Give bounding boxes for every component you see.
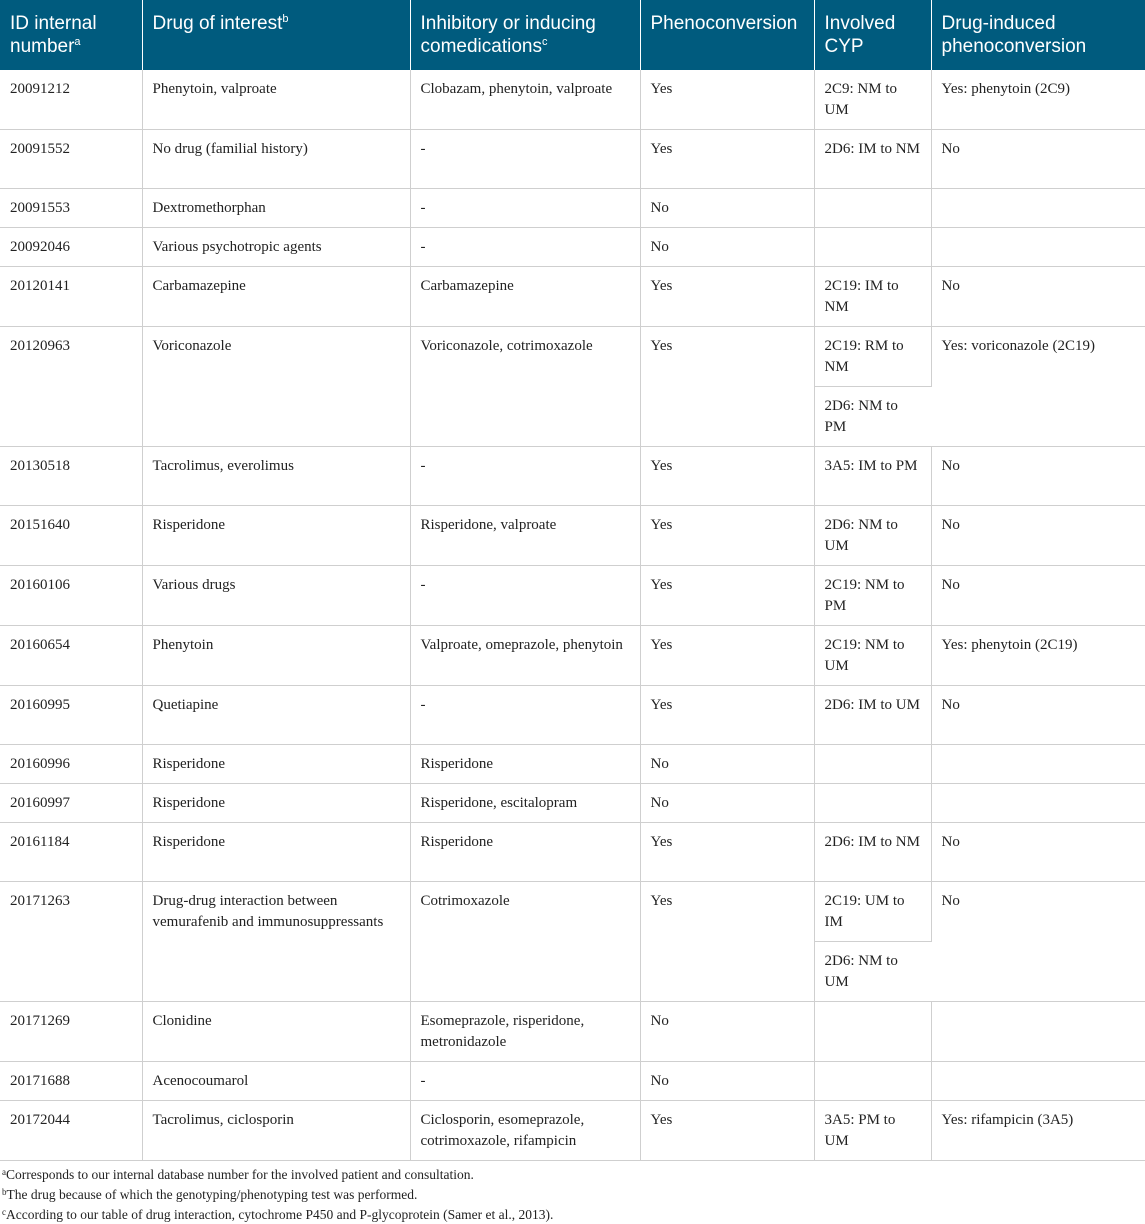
cell-comedications: - bbox=[410, 228, 640, 267]
header-comedications: Inhibitory or inducing comedications$^c$ bbox=[410, 0, 640, 70]
cell-comedications: Carbamazepine bbox=[410, 267, 640, 327]
cell-drug: Risperidone bbox=[142, 506, 410, 566]
footnote-text: Corresponds to our internal database number for the involved patient and consultation. bbox=[6, 1167, 474, 1182]
cell-comedications: - bbox=[410, 130, 640, 189]
cell-phenoconversion: Yes bbox=[640, 1101, 814, 1161]
cell-drug-induced: No bbox=[931, 130, 1145, 189]
cell-phenoconversion: Yes bbox=[640, 506, 814, 566]
cell-id: 20092046 bbox=[0, 228, 142, 267]
cell-phenoconversion: Yes bbox=[640, 327, 814, 447]
cell-drug-induced: No bbox=[931, 686, 1145, 745]
header-drug: Drug of interest$^b$ bbox=[142, 0, 410, 70]
cell-phenoconversion: Yes bbox=[640, 267, 814, 327]
table-row bbox=[0, 686, 1145, 745]
table-row bbox=[0, 447, 1145, 506]
table-body bbox=[0, 70, 1145, 1161]
cell-id: 20091552 bbox=[0, 130, 142, 189]
cell-id: 20160996 bbox=[0, 745, 142, 784]
cell-id: 20161184 bbox=[0, 823, 142, 882]
footnote-mark: c bbox=[2, 1207, 6, 1217]
cell-involved-cyp: 2C19: NM to PM bbox=[814, 566, 931, 626]
cell-drug: Carbamazepine bbox=[142, 267, 410, 327]
cell-involved-cyp bbox=[814, 1002, 931, 1062]
cell-phenoconversion: Yes bbox=[640, 823, 814, 882]
cell-involved-cyp: 2D6: NM to PM bbox=[814, 387, 931, 447]
table-row bbox=[0, 823, 1145, 882]
cell-involved-cyp: 2D6: IM to UM bbox=[814, 686, 931, 745]
cell-phenoconversion: Yes bbox=[640, 686, 814, 745]
cell-comedications: Risperidone bbox=[410, 823, 640, 882]
cell-drug: Tacrolimus, ciclosporin bbox=[142, 1101, 410, 1161]
cell-involved-cyp: 3A5: PM to UM bbox=[814, 1101, 931, 1161]
footnote bbox=[2, 1165, 1145, 1184]
cell-drug-induced: No bbox=[931, 267, 1145, 327]
cell-id: 20172044 bbox=[0, 1101, 142, 1161]
table-row bbox=[0, 70, 1145, 130]
cell-id: 20171269 bbox=[0, 1002, 142, 1062]
cell-drug-induced bbox=[931, 784, 1145, 823]
cell-drug: Various drugs bbox=[142, 566, 410, 626]
cell-drug-induced bbox=[931, 1002, 1145, 1062]
cell-involved-cyp: 2C19: IM to NM bbox=[814, 267, 931, 327]
cell-involved-cyp: 2D6: NM to UM bbox=[814, 506, 931, 566]
cell-involved-cyp: 2C19: NM to UM bbox=[814, 626, 931, 686]
cell-drug: Risperidone bbox=[142, 745, 410, 784]
cell-comedications: - bbox=[410, 566, 640, 626]
cell-phenoconversion: No bbox=[640, 745, 814, 784]
table-row bbox=[0, 745, 1145, 784]
cell-comedications: - bbox=[410, 686, 640, 745]
table-row bbox=[0, 784, 1145, 823]
footnote-mark: a bbox=[2, 1167, 6, 1177]
cell-comedications: Ciclosporin, esomeprazole, cotrimoxazole, rifampicin bbox=[410, 1101, 640, 1161]
cell-comedications: - bbox=[410, 189, 640, 228]
cell-drug-induced: Yes: rifampicin (3A5) bbox=[931, 1101, 1145, 1161]
cell-involved-cyp bbox=[814, 784, 931, 823]
table-header bbox=[0, 0, 1145, 70]
cell-phenoconversion: Yes bbox=[640, 882, 814, 1002]
table-row bbox=[0, 506, 1145, 566]
table-row bbox=[0, 626, 1145, 686]
footnote bbox=[2, 1205, 1145, 1224]
cell-comedications: Risperidone bbox=[410, 745, 640, 784]
cell-drug: Voriconazole bbox=[142, 327, 410, 447]
cell-drug: Tacrolimus, everolimus bbox=[142, 447, 410, 506]
cell-id: 20160995 bbox=[0, 686, 142, 745]
table-row bbox=[0, 1101, 1145, 1161]
cell-drug: Phenytoin bbox=[142, 626, 410, 686]
cell-drug: Quetiapine bbox=[142, 686, 410, 745]
footnote-mark: b bbox=[2, 1187, 7, 1197]
cell-drug-induced: Yes: phenytoin (2C19) bbox=[931, 626, 1145, 686]
cell-id: 20130518 bbox=[0, 447, 142, 506]
cell-id: 20120963 bbox=[0, 327, 142, 447]
table-row bbox=[0, 882, 1145, 942]
cell-id: 20160106 bbox=[0, 566, 142, 626]
cell-id: 20151640 bbox=[0, 506, 142, 566]
header-drug-induced: Drug-induced phenoconversion bbox=[931, 0, 1145, 70]
header-phenoconversion: Phenoconversion bbox=[640, 0, 814, 70]
cell-drug-induced: No bbox=[931, 506, 1145, 566]
cell-drug-induced bbox=[931, 228, 1145, 267]
cell-phenoconversion: Yes bbox=[640, 447, 814, 506]
cell-drug: Risperidone bbox=[142, 823, 410, 882]
cell-comedications: Risperidone, escitalopram bbox=[410, 784, 640, 823]
cell-phenoconversion: No bbox=[640, 1062, 814, 1101]
cell-involved-cyp: 2C19: UM to IM bbox=[814, 882, 931, 942]
cell-phenoconversion: Yes bbox=[640, 626, 814, 686]
cell-comedications: Clobazam, phenytoin, valproate bbox=[410, 70, 640, 130]
cell-phenoconversion: No bbox=[640, 228, 814, 267]
cell-drug: Drug-drug interaction between vemurafenib and immunosuppressants bbox=[142, 882, 410, 1002]
header-id: ID internal number$^a$ bbox=[0, 0, 142, 70]
cell-phenoconversion: Yes bbox=[640, 130, 814, 189]
cell-involved-cyp: 2D6: NM to UM bbox=[814, 942, 931, 1002]
cell-involved-cyp bbox=[814, 1062, 931, 1101]
cell-phenoconversion: Yes bbox=[640, 70, 814, 130]
footnote bbox=[2, 1185, 1145, 1204]
cell-drug: Acenocoumarol bbox=[142, 1062, 410, 1101]
cell-id: 20120141 bbox=[0, 267, 142, 327]
table-row bbox=[0, 1062, 1145, 1101]
table-row bbox=[0, 566, 1145, 626]
cell-involved-cyp: 2D6: IM to NM bbox=[814, 130, 931, 189]
cell-id: 20171263 bbox=[0, 882, 142, 1002]
cell-involved-cyp bbox=[814, 228, 931, 267]
cell-involved-cyp: 2C9: NM to UM bbox=[814, 70, 931, 130]
table-row bbox=[0, 1002, 1145, 1062]
footnote-text: The drug because of which the genotyping/phenotyping test was performed. bbox=[6, 1187, 418, 1202]
table-row bbox=[0, 228, 1145, 267]
cell-comedications: - bbox=[410, 447, 640, 506]
cell-comedications: - bbox=[410, 1062, 640, 1101]
cell-involved-cyp: 2C19: RM to NM bbox=[814, 327, 931, 387]
cell-drug: Clonidine bbox=[142, 1002, 410, 1062]
cell-drug-induced: Yes: phenytoin (2C9) bbox=[931, 70, 1145, 130]
cell-comedications: Voriconazole, cotrimoxazole bbox=[410, 327, 640, 447]
table-row bbox=[0, 189, 1145, 228]
cell-drug: Various psychotropic agents bbox=[142, 228, 410, 267]
cell-phenoconversion: No bbox=[640, 1002, 814, 1062]
cell-involved-cyp: 2D6: IM to NM bbox=[814, 823, 931, 882]
cell-id: 20091212 bbox=[0, 70, 142, 130]
cell-id: 20160654 bbox=[0, 626, 142, 686]
cell-drug-induced: No bbox=[931, 566, 1145, 626]
footnote-text: According to our table of drug interaction, cytochrome P450 and P-glycoprotein (Samer et al., 2013). bbox=[6, 1207, 554, 1222]
cell-drug: Phenytoin, valproate bbox=[142, 70, 410, 130]
cell-phenoconversion: Yes bbox=[640, 566, 814, 626]
cell-comedications: Esomeprazole, risperidone, metronidazole bbox=[410, 1002, 640, 1062]
cell-drug-induced bbox=[931, 745, 1145, 784]
header-involved-cyp: Involved CYP bbox=[814, 0, 931, 70]
cell-comedications: Valproate, omeprazole, phenytoin bbox=[410, 626, 640, 686]
footnotes bbox=[0, 1161, 1145, 1224]
cell-involved-cyp bbox=[814, 189, 931, 228]
cell-drug-induced: No bbox=[931, 823, 1145, 882]
cell-id: 20160997 bbox=[0, 784, 142, 823]
cell-drug-induced: Yes: voriconazole (2C19) bbox=[931, 327, 1145, 447]
cell-drug-induced bbox=[931, 1062, 1145, 1101]
cell-id: 20171688 bbox=[0, 1062, 142, 1101]
cell-involved-cyp bbox=[814, 745, 931, 784]
cell-id: 20091553 bbox=[0, 189, 142, 228]
cell-drug-induced bbox=[931, 189, 1145, 228]
cell-drug: Dextromethorphan bbox=[142, 189, 410, 228]
table-row bbox=[0, 130, 1145, 189]
table-row bbox=[0, 267, 1145, 327]
cell-comedications: Cotrimoxazole bbox=[410, 882, 640, 1002]
cell-comedications: Risperidone, valproate bbox=[410, 506, 640, 566]
cell-involved-cyp: 3A5: IM to PM bbox=[814, 447, 931, 506]
cell-drug: No drug (familial history) bbox=[142, 130, 410, 189]
cell-drug: Risperidone bbox=[142, 784, 410, 823]
cell-drug-induced: No bbox=[931, 447, 1145, 506]
cell-drug-induced: No bbox=[931, 882, 1145, 1002]
table-row bbox=[0, 327, 1145, 387]
cell-phenoconversion: No bbox=[640, 784, 814, 823]
cell-phenoconversion: No bbox=[640, 189, 814, 228]
